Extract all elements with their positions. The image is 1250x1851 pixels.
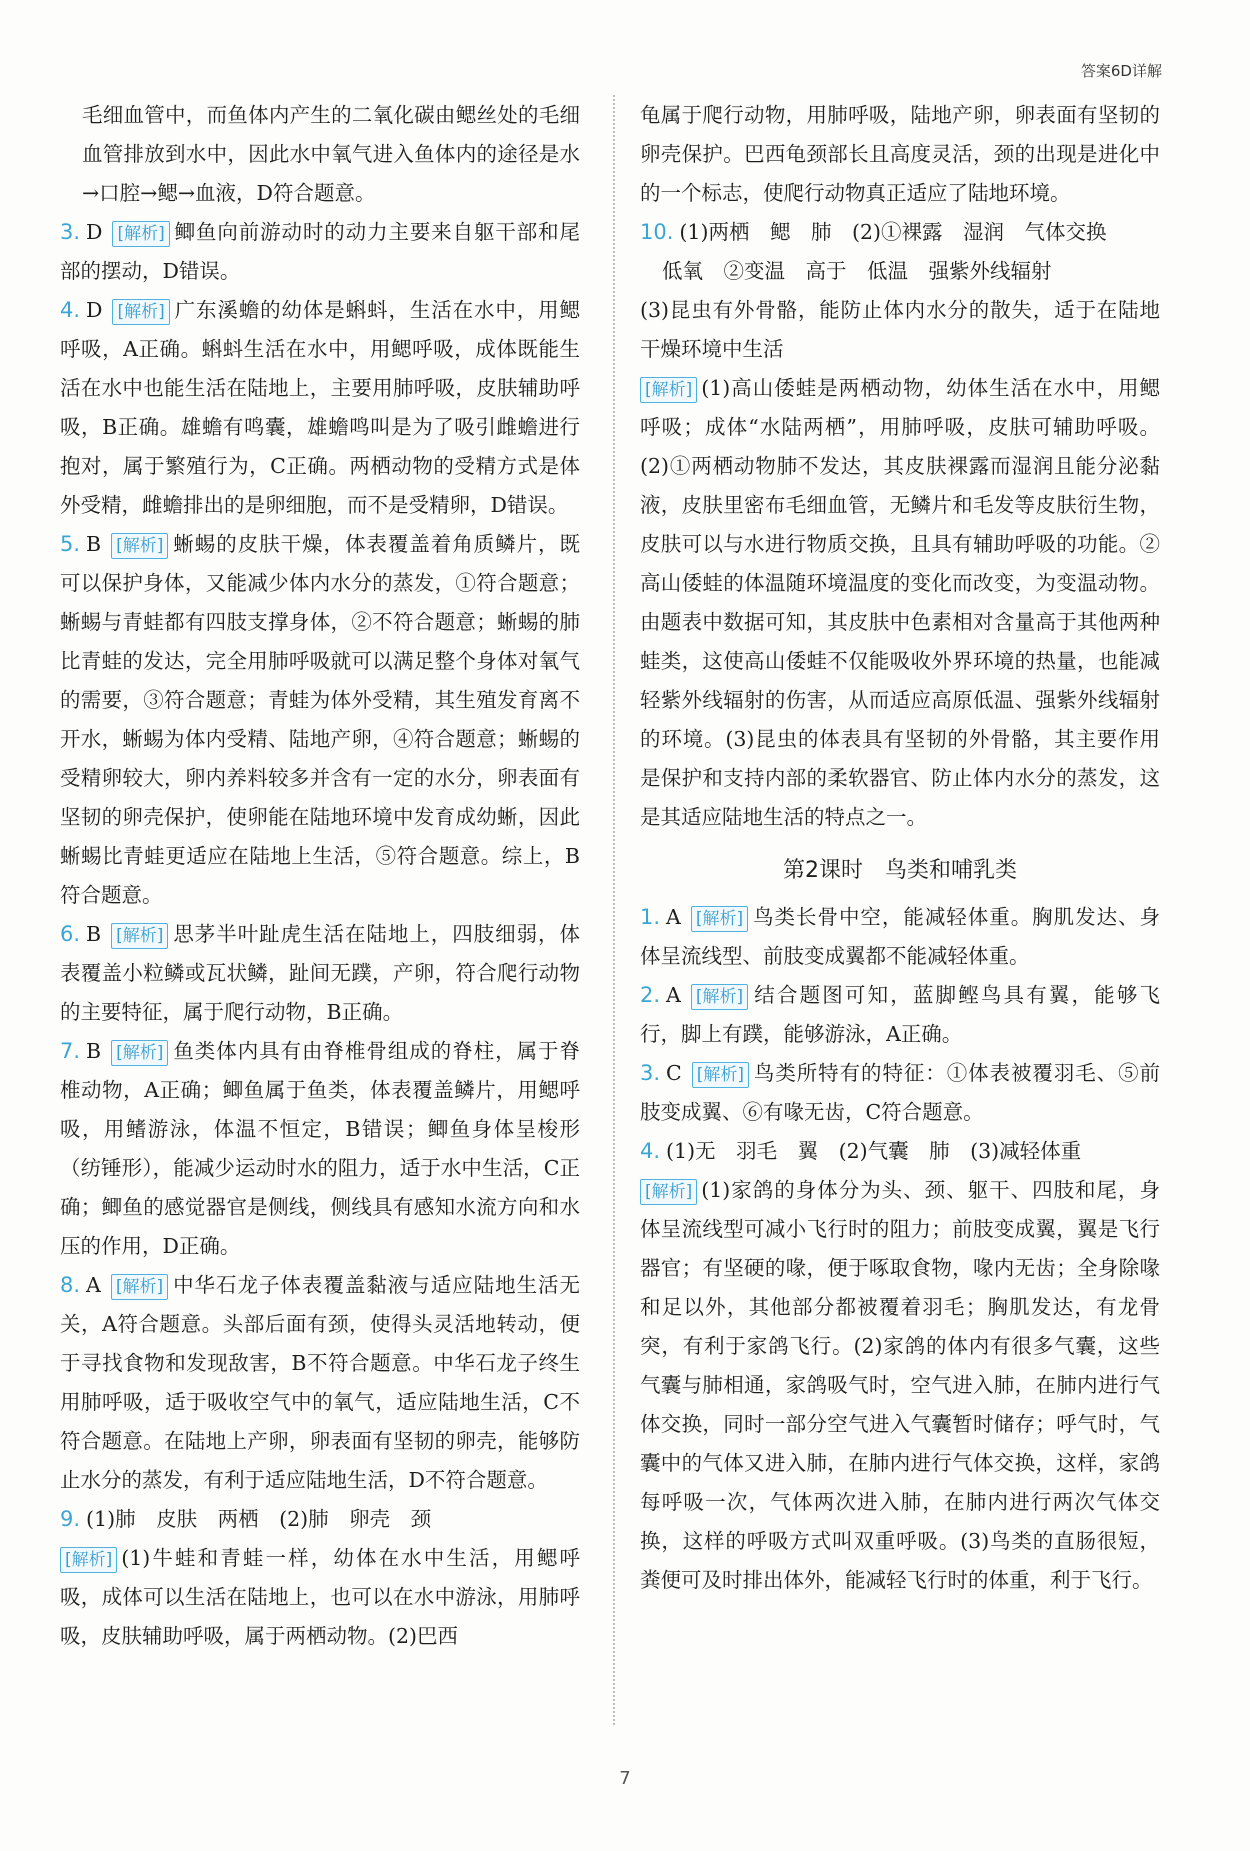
analysis-tag: [解析] — [640, 1179, 697, 1205]
column-divider — [613, 95, 615, 1725]
analysis-tag: [解析] — [640, 377, 697, 403]
analysis-tag: [解析] — [112, 299, 169, 325]
answer-item-3b: 3. C [解析] 鸟类所特有的特征：①体表被覆羽毛、⑤前肢变成翼、⑥有喙无齿，C符合题意。 — [640, 1061, 1160, 1124]
analysis-item-9: [解析] (1)牛蛙和青蛙一样，幼体在水中生活，用鳃呼吸，成体可以生活在陆地上，也可以在水中游泳，用肺呼吸，皮肤辅助呼吸，属于两栖动物。(2)巴西 — [60, 1546, 580, 1648]
answer-item-4: 4. D [解析] 广东溪蟾的幼体是蝌蚪，生活在水中，用鳃呼吸，A正确。蝌蚪生活在水中，用鳃呼吸，成体既能生活在水中也能生活在陆地上，主要用肺呼吸，皮肤辅助呼吸，B正确。雄蟾有鸣囊，雄蟾鸣叫是为了吸引雌蟾进行抱对，属于繁殖行为，C正确。两栖动物的受精方式是体外受精，雌蟾排出的是卵细胞，而不是受精卵，D错误。 — [60, 298, 580, 517]
analysis-tag: [解析] — [112, 221, 169, 247]
page-number: 7 — [619, 1768, 631, 1789]
continued-text: 毛细血管中，而鱼体内产生的二氧化碳由鳃丝处的毛细血管排放到水中，因此水中氧气进入鱼体内的途径是水→口腔→鳃→血液，D符合题意。 — [82, 103, 580, 205]
answer-item-5: 5. B [解析] 蜥蜴的皮肤干燥，体表覆盖着角质鳞片，既可以保护身体，又能减少体内水分的蒸发，①符合题意；蜥蜴与青蛙都有四肢支撑身体，②不符合题意；蜥蜴的肺比青蛙的发达，完全用肺呼吸就可以满足整个身体对氧气的需要，③符合题意；青蛙为体外受精，其生殖发育离不开水，蜥蜴为体内受精、陆地产卵，④符合题意；蜥蜴的受精卵较大，卵内养料较多并含有一定的水分，卵表面有坚韧的卵壳保护，使卵能在陆地环境中发育成幼蜥，因此蜥蜴比青蛙更适应在陆地上生活，⑤符合题意。综上，B符合题意。 — [60, 532, 580, 907]
continued-text: 龟属于爬行动物，用肺呼吸，陆地产卵，卵表面有坚韧的卵壳保护。巴西龟颈部长且高度灵活，颈的出现是进化中的一个标志，使爬行动物真正适应了陆地环境。 — [640, 103, 1160, 205]
analysis-tag: [解析] — [691, 906, 748, 932]
left-column — [60, 96, 580, 1656]
analysis-item-10: [解析] (1)高山倭蛙是两栖动物，幼体生活在水中，用鳃呼吸；成体“水陆两栖”，用肺呼吸，皮肤可辅助呼吸。(2)①两栖动物肺不发达，其皮肤裸露而湿润且能分泌黏液，皮肤里密布毛细血管，无鳞片和毛发等皮肤衍生物，皮肤可以与水进行物质交换，且具有辅助呼吸的功能。②高山倭蛙的体温随环境温度的变化而改变，为变温动物。由题表中数据可知，其皮肤中色素相对含量高于其他两种蛙类，这使高山倭蛙不仅能吸收外界环境的热量，也能减轻紫外线辐射的伤害，从而适应高原低温、强紫外线辐射的环境。(3)昆虫的体表具有坚韧的外骨骼，其主要作用是保护和支持内部的柔软器官、防止体内水分的蒸发，这是其适应陆地生活的特点之一。 — [640, 376, 1160, 829]
analysis-tag: [解析] — [111, 533, 168, 559]
analysis-tag: [解析] — [111, 923, 168, 949]
analysis-tag: [解析] — [111, 1274, 168, 1300]
answer-item-4b: 4. (1)无 羽毛 翼 (2)气囊 肺 (3)减轻体重 — [640, 1139, 1082, 1163]
analysis-tag: [解析] — [691, 984, 748, 1010]
analysis-item-4b: [解析] (1)家鸽的身体分为头、颈、躯干、四肢和尾，身体呈流线型可减小飞行时的阻力；前肢变成翼，翼是飞行器官；有坚硬的喙，便于啄取食物，喙内无齿；全身除喙和足以外，其他部分都被覆着羽毛；胸肌发达，有龙骨突，有利于家鸽飞行。(2)家鸽的体内有很多气囊，这些气囊与肺相通，家鸽吸气时，空气进入肺，在肺内进行气体交换，同时一部分空气进入气囊暂时储存；呼气时，气囊中的气体又进入肺，在肺内进行气体交换，这样，家鸽每呼吸一次，气体两次进入肺，在肺内进行两次气体交换，这样的呼吸方式叫双重呼吸。(3)鸟类的直肠很短，粪便可及时排出体外，能减轻飞行时的体重，利于飞行。 — [640, 1178, 1160, 1592]
analysis-tag: [解析] — [111, 1040, 168, 1066]
answer-item-3: 3. D [解析] 鲫鱼向前游动时的动力主要来自躯干部和尾部的摆动，D错误。 — [60, 220, 580, 283]
lesson-title: 第2课时 鸟类和哺乳类 — [783, 858, 1017, 883]
answer-item-9: 9. (1)肺 皮肤 两栖 (2)肺 卵壳 颈 — [60, 1507, 432, 1531]
answer-item-6: 6. B [解析] 思茅半叶趾虎生活在陆地上，四肢细弱，体表覆盖小粒鳞或瓦状鳞，趾间无蹼，产卵，符合爬行动物的主要特征，属于爬行动物，B正确。 — [60, 922, 580, 1024]
answer-item-7: 7. B [解析] 鱼类体内具有由脊椎骨组成的脊柱，属于脊椎动物，A正确；鲫鱼属于鱼类，体表覆盖鳞片，用鳃呼吸，用鳍游泳，体温不恒定，B错误；鲫鱼身体呈梭形（纺锤形），能减少运动时水的阻力，适于水中生活，C正确；鲫鱼的感觉器官是侧线，侧线具有感知水流方向和水压的作用，D正确。 — [60, 1039, 580, 1258]
analysis-tag: [解析] — [692, 1062, 749, 1088]
answer-item-10-line3: (3)昆虫有外骨骼，能防止体内水分的散失，适于在陆地干燥环境中生活 — [640, 298, 1160, 361]
answer-item-2: 2. A [解析] 结合题图可知，蓝脚鲣鸟具有翼，能够飞行，脚上有蹼，能够游泳，A正确。 — [640, 983, 1160, 1046]
analysis-tag: [解析] — [60, 1547, 117, 1573]
answer-item-1: 1. A [解析] 鸟类长骨中空，能减轻体重。胸肌发达、身体呈流线型、前肢变成翼都不能减轻体重。 — [640, 905, 1160, 968]
answer-item-8: 8. A [解析] 中华石龙子体表覆盖黏液与适应陆地生活无关，A符合题意。头部后面有颈，使得头灵活地转动，便于寻找食物和发现敌害，B不符合题意。中华石龙子终生用肺呼吸，适于吸收空气中的氧气，适应陆地生活，C不符合题意。在陆地上产卵，卵表面有坚韧的卵壳，能够防止水分的蒸发，有利于适应陆地生活，D不符合题意。 — [60, 1273, 580, 1492]
answer-item-10: 10. (1)两栖 鳃 肺 (2)①裸露 湿润 气体交换 — [640, 220, 1107, 244]
answer-item-10-line2: 低氧 ②变温 高于 低温 强紫外线辐射 — [662, 259, 1052, 283]
page-header: 答案6D详解 — [1080, 62, 1162, 80]
right-column — [640, 96, 1160, 1600]
